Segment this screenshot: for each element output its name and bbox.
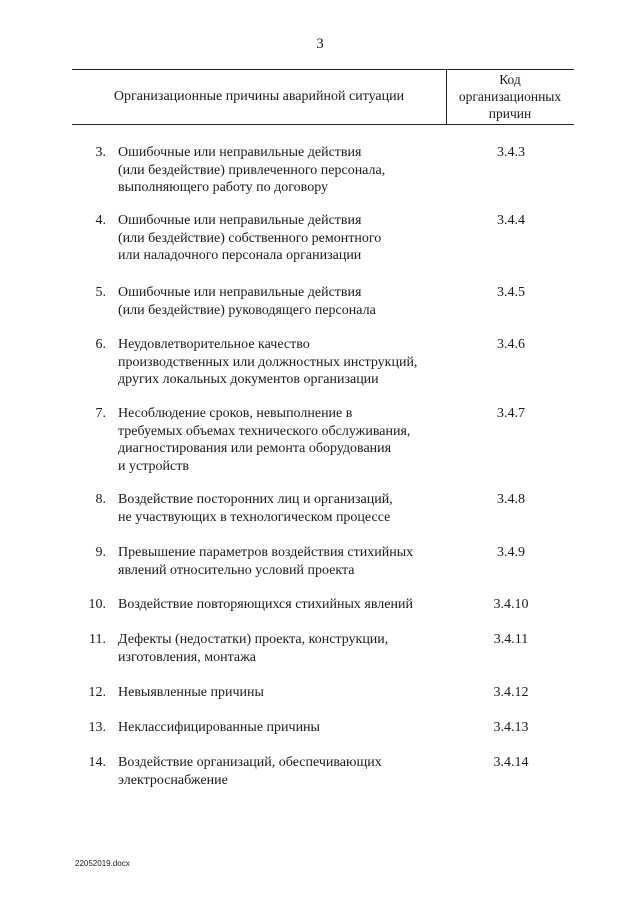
- column-header-code: Код организационных причин: [458, 72, 562, 121]
- row-number: 10.: [88, 597, 106, 612]
- row-description: Воздействие посторонних лиц и организаций, не участвующих в технологическом процессе: [118, 492, 393, 525]
- row-code: 3.4.12: [493, 685, 529, 700]
- row-code: 3.4.3: [497, 145, 525, 160]
- table-header-top-rule: [72, 69, 574, 70]
- row-number: 6.: [95, 337, 106, 352]
- row-code: 3.4.6: [497, 337, 525, 352]
- page-number: 3: [316, 36, 324, 52]
- row-description: Неклассифицированные причины: [118, 720, 320, 735]
- row-description: Ошибочные или неправильные действия (или бездействие) собственного ремонтного или наладочного персонала организации: [118, 213, 382, 263]
- row-code: 3.4.8: [497, 492, 525, 507]
- footer-filename: 22052019.docx: [75, 859, 130, 868]
- row-number: 8.: [95, 492, 106, 507]
- row-number: 13.: [88, 720, 106, 735]
- row-number: 5.: [95, 285, 106, 300]
- row-number: 9.: [95, 545, 106, 560]
- row-number: 3.: [95, 145, 106, 160]
- row-code: 3.4.11: [493, 632, 529, 647]
- row-code: 3.4.4: [497, 213, 525, 228]
- row-description: Ошибочные или неправильные действия (или бездействие) руководящего персонала: [118, 285, 376, 318]
- row-code: 3.4.14: [493, 755, 529, 770]
- row-description: Воздействие организаций, обеспечивающих электроснабжение: [118, 755, 382, 788]
- row-code: 3.4.9: [497, 545, 525, 560]
- row-description: Невыявленные причины: [118, 685, 264, 700]
- row-description: Ошибочные или неправильные действия (или бездействие) привлеченного персонала, выполняющего работу по договору: [118, 145, 386, 195]
- row-code: 3.4.13: [493, 720, 529, 735]
- row-description: Несоблюдение сроков, невыполнение в требуемых объемах технического обслуживания, диагностирования или ремонта оборудования и устройств: [118, 406, 411, 474]
- row-code: 3.4.7: [497, 406, 525, 421]
- row-number: 12.: [88, 685, 106, 700]
- row-number: 4.: [95, 213, 106, 228]
- row-description: Воздействие повторяющихся стихийных явлений: [118, 597, 413, 612]
- row-description: Дефекты (недостатки) проекта, конструкции, изготовления, монтажа: [118, 632, 389, 665]
- row-code: 3.4.5: [497, 285, 525, 300]
- row-description: Неудовлетворительное качество производственных или должностных инструкций, других локальных документов организации: [118, 337, 418, 387]
- row-description: Превышение параметров воздействия стихийных явлений относительно условий проекта: [118, 545, 414, 578]
- table-header-bottom-rule: [72, 124, 574, 125]
- column-header-causes: Организационные причины аварийной ситуации: [113, 89, 405, 104]
- row-number: 11.: [89, 632, 106, 647]
- row-number: 14.: [88, 755, 106, 770]
- row-number: 7.: [95, 406, 106, 421]
- row-code: 3.4.10: [493, 597, 529, 612]
